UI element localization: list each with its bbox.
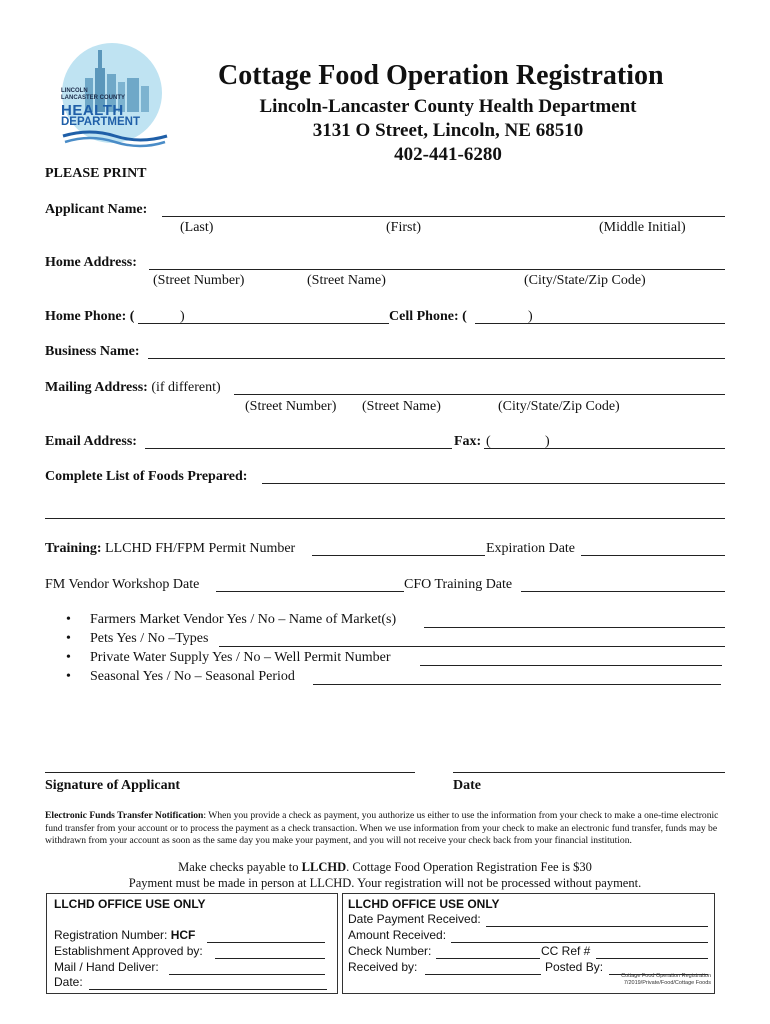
- registration-number-label: Registration Number:: [54, 928, 171, 942]
- office-right-heading: LLCHD OFFICE USE ONLY: [348, 897, 500, 911]
- bullet-seasonal: • Seasonal Yes / No – Seasonal Period: [62, 669, 396, 688]
- cfo-training-date-label: CFO Training Date: [404, 577, 513, 592]
- amount-received-field[interactable]: [451, 942, 708, 943]
- office-use-box-right: [342, 893, 715, 994]
- home-address-label: Home Address:: [45, 255, 137, 270]
- footer-line-2: 7/2019/Private/Food/Cottage Foods: [623, 980, 711, 986]
- foods-list-label: Complete List of Foods Prepared:: [45, 469, 248, 484]
- seasonal-period-field[interactable]: [313, 684, 721, 685]
- expiration-date-label: Expiration Date: [486, 541, 576, 556]
- logo-text-health: HEALTH: [61, 102, 124, 119]
- foods-list-field-1[interactable]: [262, 483, 725, 484]
- fax-paren-close: ): [545, 434, 550, 449]
- establishment-approved-label: Establishment Approved by:: [54, 944, 203, 958]
- fax-field[interactable]: [484, 448, 725, 449]
- date-payment-received-label: Date Payment Received:: [348, 912, 481, 926]
- foods-list-field-2[interactable]: [45, 518, 725, 519]
- applicant-name-label: Applicant Name:: [45, 202, 148, 217]
- establishment-approved-field[interactable]: [215, 958, 325, 959]
- training-label: Training:: [45, 541, 102, 556]
- registration-number-row: [54, 928, 195, 942]
- applicant-name-field[interactable]: [162, 216, 725, 217]
- received-by-label: Received by:: [348, 960, 418, 974]
- registration-fee: . Cottage Food Operation Registration Fee is $30: [346, 860, 592, 874]
- cell-phone-label: Cell Phone: (: [389, 309, 467, 324]
- eft-heading: Electronic Funds Transfer Notification: [45, 810, 204, 821]
- form-title: Cottage Food Operation Registration: [218, 60, 664, 91]
- footer-line-1: Cottage Food Operation Registration: [621, 973, 711, 979]
- cc-ref-field[interactable]: [596, 958, 708, 959]
- mail-hand-deliver-field[interactable]: [169, 974, 325, 975]
- home-street-name-caption: (Street Name): [307, 273, 386, 288]
- bullet-farmers-market: • Farmers Market Vendor Yes / No – Name of Market(s): [62, 612, 396, 631]
- payable-to: LLCHD: [301, 860, 347, 874]
- signature-label: Signature of Applicant: [45, 778, 181, 793]
- payment-payable-line: [0, 860, 770, 875]
- logo-text-department: DEPARTMENT: [61, 116, 141, 128]
- home-phone-field[interactable]: [138, 323, 389, 324]
- received-by-field[interactable]: [425, 974, 541, 975]
- training-row: [45, 541, 295, 557]
- check-number-label: Check Number:: [348, 944, 432, 958]
- fm-workshop-date-label: FM Vendor Workshop Date: [45, 577, 200, 592]
- bullet-list: [62, 612, 396, 688]
- cc-ref-label: CC Ref #: [541, 944, 591, 958]
- department-name: Lincoln-Lancaster County Health Department: [259, 96, 637, 117]
- permit-number-field[interactable]: [312, 555, 485, 556]
- payment-in-person-line: Payment must be made in person at LLCHD. Your registration will not be processed without payment.: [128, 876, 642, 890]
- cell-phone-paren: ): [528, 309, 533, 324]
- office-use-box-left: [46, 893, 338, 994]
- eft-body: : When you provide a check as payment, you authorize us either to use the information from your check to make a one-time electronic fund transfer from your account or to process the payment as a check transaction. When we use information from your check to make an electronic fund transfer, funds may be withdrawn from your account as soon as the same day you make your payment, and you will not receive your check back from your financial institution.: [45, 810, 719, 846]
- amount-received-label: Amount Received:: [348, 928, 447, 942]
- check-number-field[interactable]: [436, 958, 540, 959]
- health-department-logo: [55, 38, 175, 158]
- applicant-middle-caption: (Middle Initial): [599, 220, 686, 235]
- logo-text-lincoln: LINCOLN: [61, 88, 88, 94]
- business-name-label: Business Name:: [45, 344, 140, 359]
- date-field[interactable]: [453, 772, 725, 773]
- department-address: 3131 O Street, Lincoln, NE 68510: [312, 120, 584, 141]
- please-print-note: PLEASE PRINT: [45, 166, 147, 181]
- business-name-field[interactable]: [148, 358, 725, 359]
- office-left-heading: LLCHD OFFICE USE ONLY: [54, 897, 206, 911]
- bullet-pets: • Pets Yes / No –Types: [62, 631, 396, 650]
- fm-workshop-date-field[interactable]: [216, 591, 404, 592]
- logo-text-lancaster: LANCASTER COUNTY: [61, 95, 125, 101]
- cell-phone-field[interactable]: [475, 323, 725, 324]
- well-permit-field[interactable]: [420, 665, 722, 666]
- date-label: Date: [453, 778, 481, 793]
- email-address-field[interactable]: [145, 448, 452, 449]
- mailing-street-name-caption: (Street Name): [362, 399, 441, 414]
- expiration-date-field[interactable]: [581, 555, 725, 556]
- applicant-first-caption: (First): [386, 220, 421, 235]
- department-phone: 402-441-6280: [394, 144, 502, 165]
- fax-label: Fax:: [454, 434, 482, 449]
- eft-notification: [45, 810, 725, 848]
- registration-number-prefix: HCF: [170, 928, 196, 942]
- payable-prefix: Make checks payable to: [178, 860, 302, 874]
- market-name-field[interactable]: [424, 627, 725, 628]
- pets-types-field[interactable]: [219, 646, 725, 647]
- footer-form-id: [621, 973, 711, 987]
- signature-field[interactable]: [45, 772, 415, 773]
- home-phone-label: Home Phone: (: [45, 309, 135, 324]
- office-date-field[interactable]: [89, 989, 327, 990]
- office-date-label: Date:: [54, 975, 83, 989]
- fax-paren-open: (: [486, 434, 491, 449]
- mailing-city-state-zip-caption: (City/State/Zip Code): [498, 399, 620, 414]
- cfo-training-date-field[interactable]: [521, 591, 725, 592]
- bullet-water-supply: • Private Water Supply Yes / No – Well Permit Number: [62, 650, 396, 669]
- applicant-last-caption: (Last): [180, 220, 214, 235]
- mailing-address-field[interactable]: [234, 394, 725, 395]
- posted-by-label: Posted By:: [545, 960, 604, 974]
- home-street-number-caption: (Street Number): [153, 273, 245, 288]
- mailing-address-note: (if different): [151, 380, 221, 395]
- mailing-address-label: Mailing Address:: [45, 380, 148, 395]
- mailing-address-label-row: [45, 380, 221, 396]
- home-phone-paren: ): [180, 309, 185, 324]
- mailing-street-number-caption: (Street Number): [245, 399, 337, 414]
- home-address-field[interactable]: [149, 269, 725, 270]
- home-city-state-zip-caption: (City/State/Zip Code): [524, 273, 646, 288]
- registration-number-field[interactable]: [207, 942, 325, 943]
- mail-hand-deliver-label: Mail / Hand Deliver:: [54, 960, 159, 974]
- training-permit-label: LLCHD FH/FPM Permit Number: [105, 541, 296, 556]
- email-address-label: Email Address:: [45, 434, 137, 449]
- date-payment-received-field[interactable]: [486, 926, 708, 927]
